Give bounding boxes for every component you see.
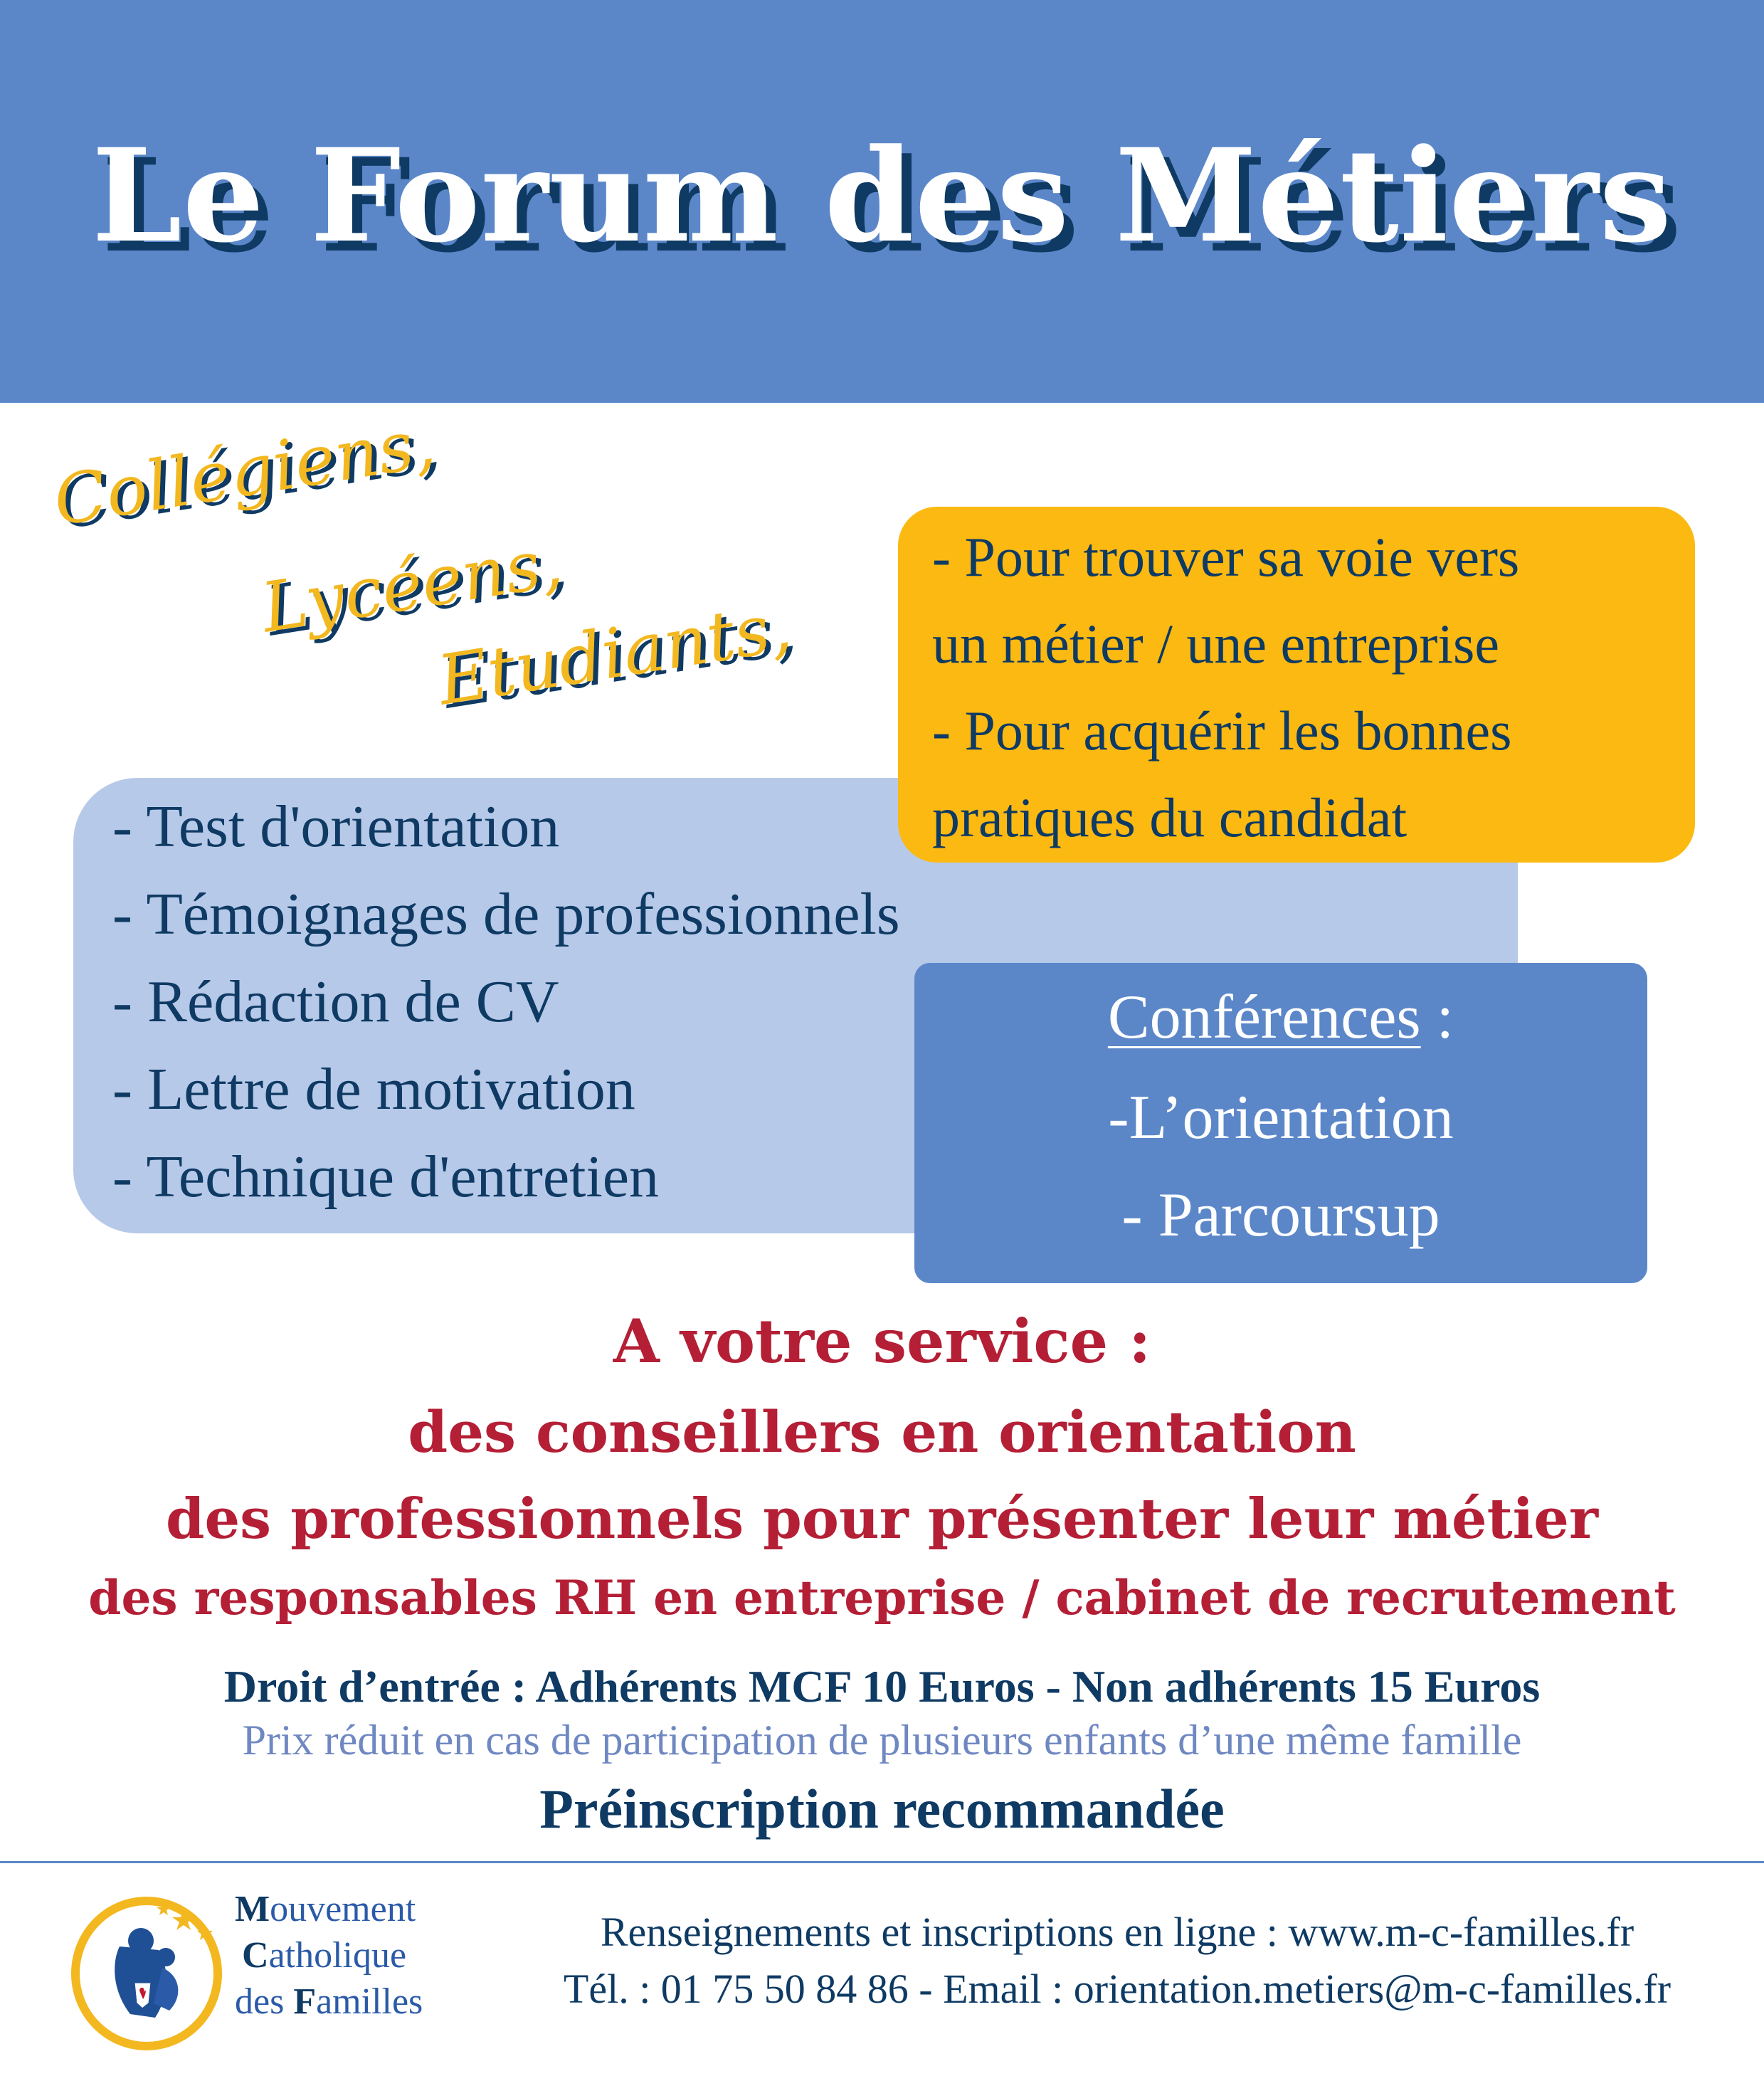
org-word-mouvement: ouvement xyxy=(270,1889,416,1929)
services-list xyxy=(112,783,900,1221)
service-item-temoignages: - Témoignages de professionnels xyxy=(112,881,900,947)
org-name-line-2 xyxy=(235,1932,423,1978)
audience-lyceens: Lycéens, xyxy=(256,522,568,648)
audience-etudiants: Etudiants, xyxy=(433,586,797,721)
org-word-des: des xyxy=(235,1981,294,2022)
service-line-rh: des responsables RH en entreprise / cabinet de recrutement xyxy=(88,1570,1676,1626)
org-word-familles: amilles xyxy=(316,1981,423,2022)
service-heading: A votre service : xyxy=(613,1306,1151,1376)
goal-line-1: - Pour trouver sa voie vers xyxy=(932,526,1520,588)
conferences-title-colon: : xyxy=(1420,983,1454,1052)
service-item-lettre: - Lettre de motivation xyxy=(112,1056,635,1122)
preregistration-notice: Préinscription recommandée xyxy=(539,1778,1225,1840)
reduced-price-note: Prix réduit en cas de participation de plusieurs enfants d’une même famille xyxy=(242,1717,1522,1764)
entry-fee-text: Droit d’entrée : Adhérents MCF 10 Euros - Non adhérents 15 Euros xyxy=(223,1661,1541,1712)
footer-divider xyxy=(0,1861,1764,1863)
conferences-title: Conférences xyxy=(1107,983,1421,1052)
service-item-entretien: - Technique d'entretien xyxy=(112,1144,660,1210)
contact-phone-email-line: Tél. : 01 75 50 84 86 - Email : orientation.metiers@m-c-familles.fr xyxy=(563,1966,1671,2012)
org-initial-f: F xyxy=(293,1981,317,2022)
contact-website-line: Renseignements et inscriptions en ligne : www.m-c-familles.fr xyxy=(600,1909,1634,1955)
org-word-catholique: atholique xyxy=(268,1935,407,1976)
goal-line-3: - Pour acquérir les bonnes xyxy=(932,700,1512,762)
conference-item-parcoursup: - Parcoursup xyxy=(1121,1181,1440,1250)
service-item-test: - Test d'orientation xyxy=(112,794,560,860)
org-initial-c: C xyxy=(242,1935,269,1976)
service-line-conseillers: des conseillers en orientation xyxy=(408,1398,1356,1465)
audience-collegiens: Collégiens, xyxy=(48,402,440,542)
org-name-line-1 xyxy=(235,1886,423,1932)
organization-name xyxy=(235,1886,423,2025)
conferences-panel xyxy=(914,963,1647,1283)
org-initial-m: M xyxy=(235,1889,270,1929)
org-name-line-3 xyxy=(235,1978,423,2025)
conference-item-orientation: -L’orientation xyxy=(1108,1083,1454,1152)
goals-panel xyxy=(898,507,1695,863)
conferences-heading xyxy=(914,979,1647,1057)
service-line-professionnels: des professionnels pour présenter leur métier xyxy=(166,1487,1598,1551)
goal-line-2: un métier / une entreprise xyxy=(932,613,1500,675)
service-item-cv: - Rédaction de CV xyxy=(112,969,559,1035)
mcf-logo-icon xyxy=(63,1882,233,2053)
goal-line-4: pratiques du candidat xyxy=(932,786,1407,848)
page-title: Le Forum des Métiers xyxy=(92,121,1672,271)
